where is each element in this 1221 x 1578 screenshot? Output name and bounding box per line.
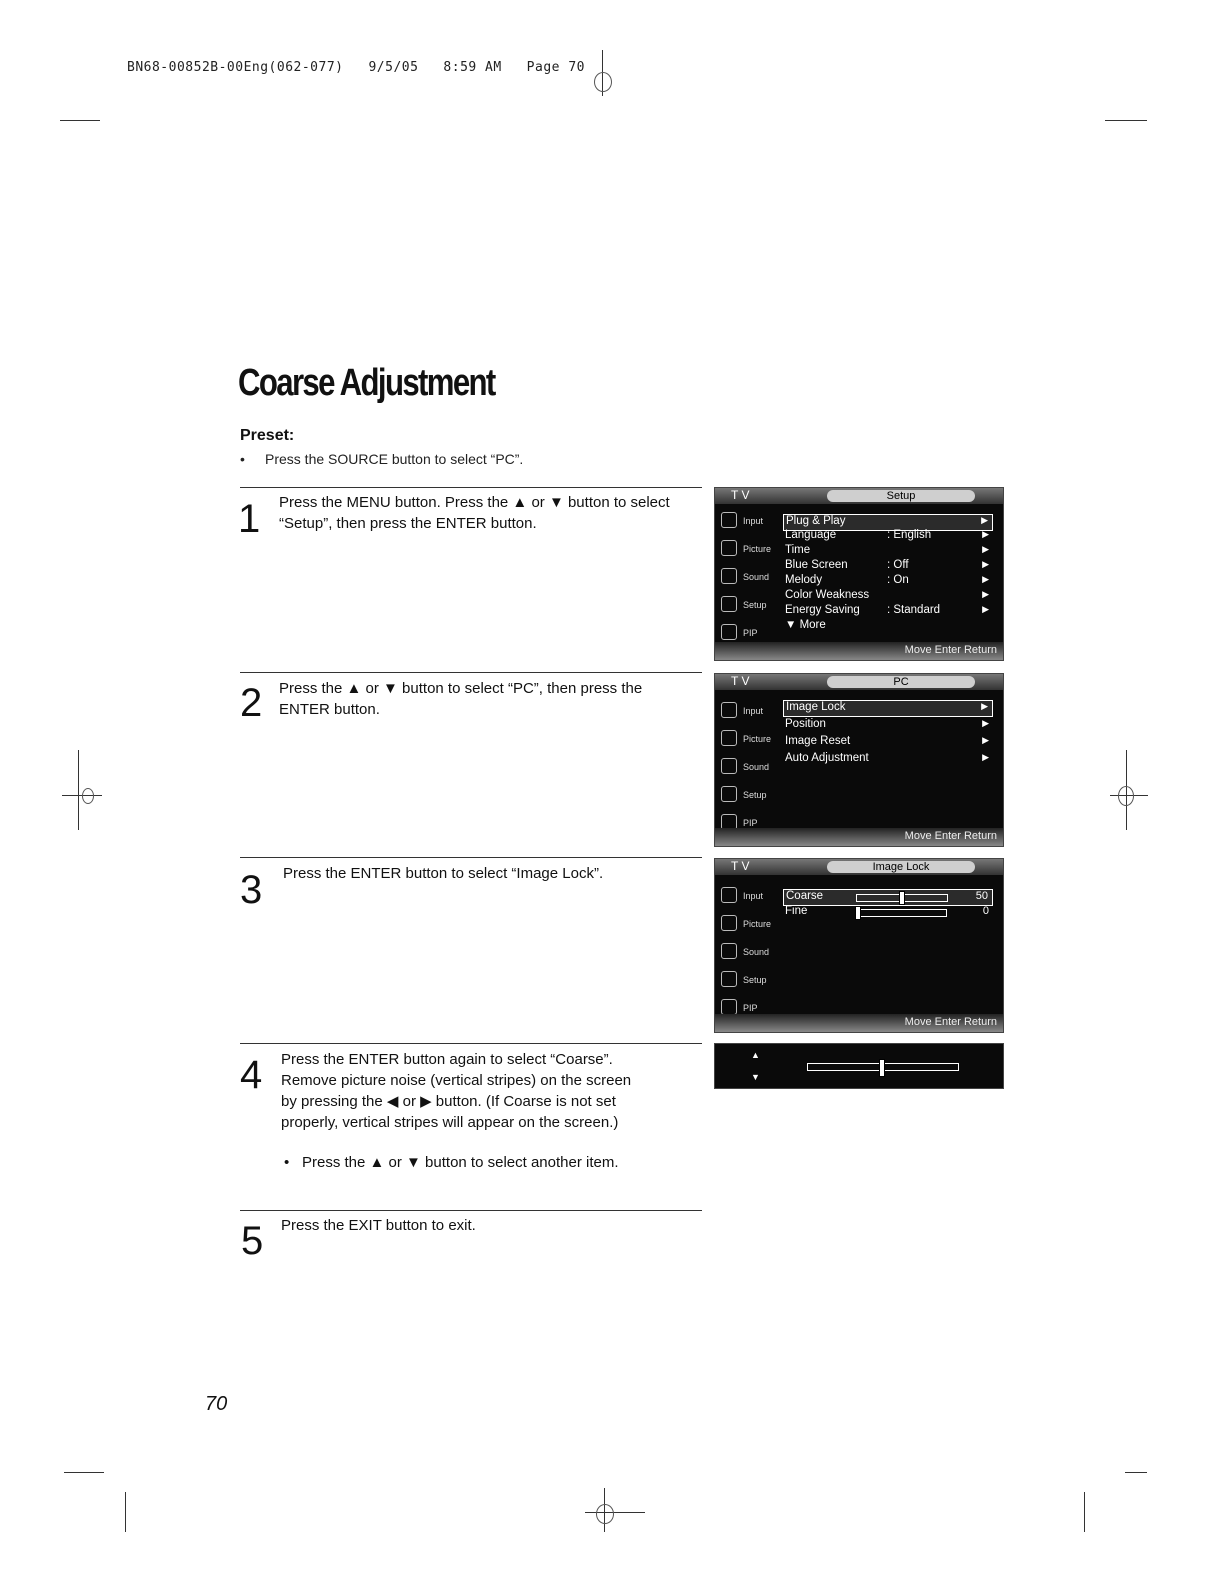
step-number: 2	[240, 681, 263, 725]
arrow-right-icon: ▶	[981, 701, 988, 711]
coarse-value: 50	[975, 890, 988, 902]
osd-side-sound: Sound	[719, 566, 781, 590]
crop-mark	[1105, 120, 1147, 121]
arrow-right-icon: ▶	[981, 515, 988, 525]
step-number: 4	[240, 1053, 263, 1097]
osd-menu-item: Image Reset ▶	[785, 735, 989, 747]
setup-icon	[721, 786, 737, 802]
step-divider	[240, 672, 702, 673]
arrow-right-icon: ▶	[982, 589, 989, 599]
arrow-right-icon: ▶	[982, 604, 989, 614]
osd-menu-item: Color Weakness ▶	[785, 589, 989, 601]
input-icon	[721, 702, 737, 718]
osd-side-pip: PIP	[719, 997, 781, 1021]
arrow-right-icon: ▶	[982, 735, 989, 745]
step-text	[281, 1049, 631, 1133]
step-divider	[240, 857, 702, 858]
crop-mark	[125, 1492, 126, 1532]
step-divider	[240, 1210, 702, 1211]
step-text	[281, 1215, 476, 1236]
sound-icon	[721, 568, 737, 584]
osd-side-sound: Sound	[719, 756, 781, 780]
fine-slider-knob	[855, 906, 861, 920]
osd-setup-screen	[714, 487, 1004, 661]
coarse-slider-knob	[899, 891, 905, 905]
step-line: Remove picture noise (vertical stripes) on the screen	[281, 1072, 632, 1089]
osd-image-lock-screen	[714, 858, 1004, 1033]
setup-icon	[721, 596, 737, 612]
page-number: 70	[205, 1393, 228, 1415]
arrow-right-icon: ▶	[982, 752, 989, 762]
arrow-right-icon: ▶	[982, 718, 989, 728]
osd-tab: PC	[827, 676, 975, 688]
osd-side-input: Input	[719, 885, 781, 909]
osd-tab: Setup	[827, 490, 975, 502]
sub-bullet-dot: •	[284, 1154, 290, 1171]
preset-bullet-text: Press the SOURCE button to select “PC”.	[265, 451, 524, 467]
osd-slider-row: Fine 0	[783, 905, 993, 920]
osd-side-setup: Setup	[719, 969, 781, 993]
step-divider	[240, 1043, 702, 1044]
osd-coarse-slider-strip	[714, 1043, 1004, 1089]
pip-icon	[721, 624, 737, 640]
step-text	[279, 678, 642, 720]
picture-icon	[721, 540, 737, 556]
registration-mark	[585, 1512, 645, 1513]
osd-menu-item: Image Lock ▶	[783, 700, 993, 717]
crop-mark	[1084, 1492, 1085, 1532]
preset-bullet-dot: •	[240, 451, 245, 467]
osd-menu-item: Position ▶	[785, 718, 989, 730]
step-line: by pressing the ◀ or ▶ button. (If Coarse is not set	[281, 1093, 616, 1110]
arrow-right-icon: ▶	[982, 544, 989, 554]
arrow-down-icon: ▼	[751, 1072, 760, 1082]
page-title: Coarse Adjustment	[238, 362, 495, 404]
step-number: 1	[238, 497, 261, 541]
step-line: properly, vertical stripes will appear on the screen.)	[281, 1114, 619, 1131]
osd-title-bar	[715, 859, 1003, 875]
osd-side-pip: PIP	[719, 622, 781, 646]
step-line: Press the MENU button. Press the ▲ or ▼ button to select	[279, 494, 670, 511]
setup-icon	[721, 971, 737, 987]
step-line: “Setup”, then press the ENTER button.	[279, 515, 537, 532]
osd-side-setup: Setup	[719, 594, 781, 618]
registration-mark	[82, 788, 94, 804]
registration-mark	[594, 72, 612, 92]
osd-pc-screen	[714, 673, 1004, 847]
step-text	[279, 492, 670, 534]
preset-label: Preset:	[240, 427, 295, 444]
crop-mark	[60, 120, 100, 121]
osd-tab: Image Lock	[827, 861, 975, 873]
osd-title-bar	[715, 488, 1003, 504]
pip-icon	[721, 999, 737, 1015]
osd-side-input: Input	[719, 700, 781, 724]
coarse-slider-knob	[879, 1059, 885, 1077]
sound-icon	[721, 758, 737, 774]
osd-title-bar	[715, 674, 1003, 690]
step-line: ENTER button.	[279, 701, 380, 718]
step-line: Press the ▲ or ▼ button to select “PC”, then press the	[279, 680, 643, 697]
registration-mark	[1118, 786, 1134, 806]
osd-help-bar: Move Enter Return	[715, 1014, 1003, 1032]
step-line: Press the EXIT button to exit.	[281, 1217, 476, 1234]
osd-side-input: Input	[719, 510, 781, 534]
osd-menu-item: Plug & Play ▶	[783, 514, 993, 531]
step-divider	[240, 487, 702, 488]
arrow-right-icon: ▶	[982, 574, 989, 584]
crop-mark	[1125, 1472, 1147, 1473]
osd-side-picture: Picture	[719, 728, 781, 752]
osd-slider-row: Coarse 50	[783, 889, 993, 906]
osd-tv-label: T V	[731, 674, 750, 688]
fine-value: 0	[982, 905, 989, 917]
osd-help-bar: Move Enter Return	[715, 828, 1003, 846]
osd-menu-item: ▼ More	[785, 619, 826, 631]
osd-tv-label: T V	[731, 488, 750, 502]
osd-menu-item: Time ▶	[785, 544, 989, 556]
step-line: Press the ENTER button to select “Image Lock”.	[283, 865, 604, 882]
osd-side-setup: Setup	[719, 784, 781, 808]
arrow-up-icon: ▲	[751, 1050, 760, 1060]
fine-slider-track	[855, 909, 947, 917]
osd-menu-item: Language : English ▶	[785, 529, 989, 541]
step-line: Press the ENTER button again to select “Coarse”.	[281, 1051, 613, 1068]
input-icon	[721, 512, 737, 528]
picture-icon	[721, 915, 737, 931]
sound-icon	[721, 943, 737, 959]
osd-menu-item: Energy Saving : Standard ▶	[785, 604, 989, 616]
osd-menu-item: Auto Adjustment ▶	[785, 752, 989, 764]
osd-menu-item: Melody : On ▶	[785, 574, 989, 586]
sub-bullet-text: Press the ▲ or ▼ button to select another item.	[302, 1154, 619, 1171]
step-number: 5	[241, 1219, 264, 1263]
osd-side-picture: Picture	[719, 538, 781, 562]
step-text	[283, 863, 603, 884]
arrow-right-icon: ▶	[982, 529, 989, 539]
input-icon	[721, 887, 737, 903]
arrow-right-icon: ▶	[982, 559, 989, 569]
registration-mark	[78, 750, 79, 830]
osd-side-picture: Picture	[719, 913, 781, 937]
osd-side-pip: PIP	[719, 812, 781, 836]
picture-icon	[721, 730, 737, 746]
print-slug: BN68-00852B-00Eng(062-077) 9/5/05 8:59 AM Page 70	[127, 60, 585, 75]
osd-help-bar: Move Enter Return	[715, 642, 1003, 660]
crop-mark	[64, 1472, 104, 1473]
step-number: 3	[240, 868, 263, 912]
osd-menu-item: Blue Screen : Off ▶	[785, 559, 989, 571]
osd-side-sound: Sound	[719, 941, 781, 965]
registration-mark	[596, 1504, 614, 1524]
osd-tv-label: T V	[731, 859, 750, 873]
